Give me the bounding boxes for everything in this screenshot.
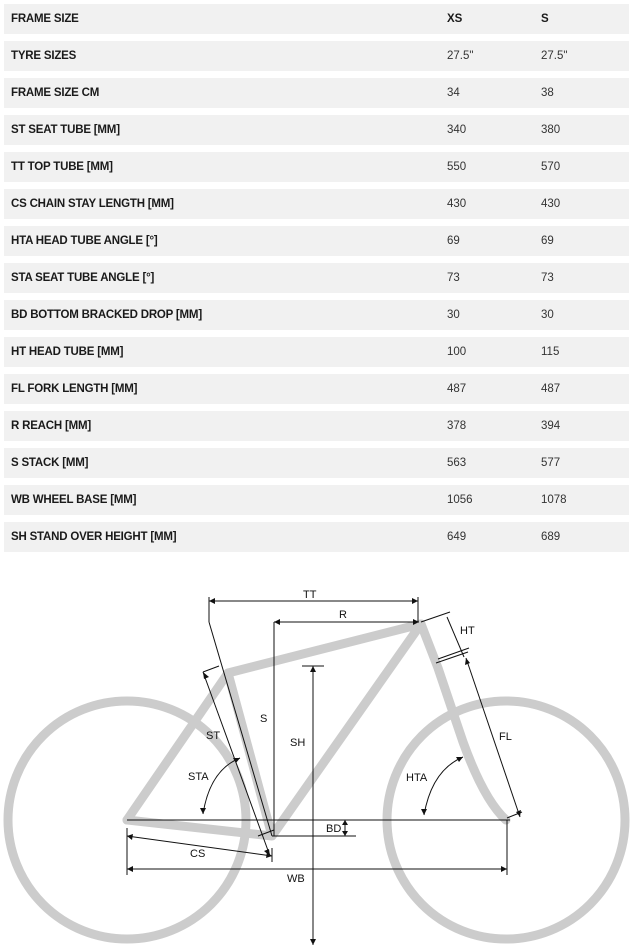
row-label: SH STAND OVER HEIGHT [MM] xyxy=(11,531,177,543)
table-row xyxy=(4,337,629,367)
row-value-s: 115 xyxy=(541,346,560,358)
label-wb: WB xyxy=(287,873,305,885)
seat-stay xyxy=(127,673,228,820)
row-label: FRAME SIZE CM xyxy=(11,87,100,99)
row-value-s: 27.5" xyxy=(541,50,568,62)
row-value-xs: 34 xyxy=(447,87,460,99)
label-r: R xyxy=(339,609,347,621)
table-row xyxy=(4,485,629,515)
table-row xyxy=(4,152,629,182)
header-size-s: S xyxy=(541,13,549,25)
table-row xyxy=(4,411,629,441)
table-row xyxy=(4,263,629,293)
table-row xyxy=(4,78,629,108)
row-label: BD BOTTOM BRACKED DROP [MM] xyxy=(11,309,202,321)
label-bd: BD xyxy=(326,823,342,835)
table-row xyxy=(4,300,629,330)
row-label: R REACH [MM] xyxy=(11,420,92,432)
row-value-xs: 100 xyxy=(447,346,467,358)
row-value-xs: 27.5" xyxy=(447,50,474,62)
row-label: FL FORK LENGTH [MM] xyxy=(11,383,138,395)
row-value-s: 380 xyxy=(541,124,561,136)
label-fl: FL xyxy=(499,731,512,743)
row-label: TT TOP TUBE [MM] xyxy=(11,161,113,173)
row-value-s: 487 xyxy=(541,383,561,395)
table-row xyxy=(4,226,629,256)
row-value-xs: 550 xyxy=(447,161,467,173)
header-frame-size: FRAME SIZE xyxy=(11,13,79,25)
label-cs: CS xyxy=(190,848,206,860)
row-label: TYRE SIZES xyxy=(11,50,77,62)
row-label: ST SEAT TUBE [MM] xyxy=(11,124,120,136)
row-value-xs: 430 xyxy=(447,198,467,210)
row-label: HT HEAD TUBE [MM] xyxy=(11,346,124,358)
header-size-xs: XS xyxy=(447,13,463,25)
row-value-xs: 340 xyxy=(447,124,467,136)
table-row xyxy=(4,448,629,478)
row-value-s: 394 xyxy=(541,420,561,432)
bike-frame-drawing xyxy=(8,624,625,939)
row-value-xs: 487 xyxy=(447,383,467,395)
row-value-xs: 1056 xyxy=(447,494,473,506)
table-row xyxy=(4,41,629,71)
bike-geometry-svg xyxy=(0,578,635,952)
table-row xyxy=(4,115,629,145)
table-header-row xyxy=(4,4,629,34)
table-row xyxy=(4,522,629,552)
geometry-diagram xyxy=(0,578,635,952)
label-sh: SH xyxy=(290,737,306,749)
table-row xyxy=(4,374,629,404)
label-hta: HTA xyxy=(406,772,428,784)
label-s: S xyxy=(260,713,268,725)
label-sta: STA xyxy=(188,771,209,783)
row-label: WB WHEEL BASE [MM] xyxy=(11,494,137,506)
row-value-xs: 30 xyxy=(447,309,460,321)
row-value-s: 73 xyxy=(541,272,554,284)
table-row xyxy=(4,189,629,219)
row-value-s: 38 xyxy=(541,87,554,99)
label-st: ST xyxy=(206,730,221,742)
row-value-xs: 378 xyxy=(447,420,467,432)
row-label: CS CHAIN STAY LENGTH [MM] xyxy=(11,198,174,210)
row-value-s: 570 xyxy=(541,161,561,173)
row-value-s: 430 xyxy=(541,198,561,210)
row-value-s: 577 xyxy=(541,457,561,469)
row-value-s: 689 xyxy=(541,531,561,543)
geometry-table xyxy=(4,4,629,559)
label-tt: TT xyxy=(303,589,317,601)
row-label: S STACK [MM] xyxy=(11,457,89,469)
row-value-s: 69 xyxy=(541,235,554,247)
row-value-xs: 563 xyxy=(447,457,467,469)
row-value-xs: 649 xyxy=(447,531,467,543)
label-ht: HT xyxy=(460,625,475,637)
row-value-s: 1078 xyxy=(541,494,567,506)
row-value-xs: 69 xyxy=(447,235,460,247)
row-value-xs: 73 xyxy=(447,272,460,284)
row-value-s: 30 xyxy=(541,309,554,321)
row-label: HTA HEAD TUBE ANGLE [°] xyxy=(11,235,158,247)
row-label: STA SEAT TUBE ANGLE [°] xyxy=(11,272,155,284)
